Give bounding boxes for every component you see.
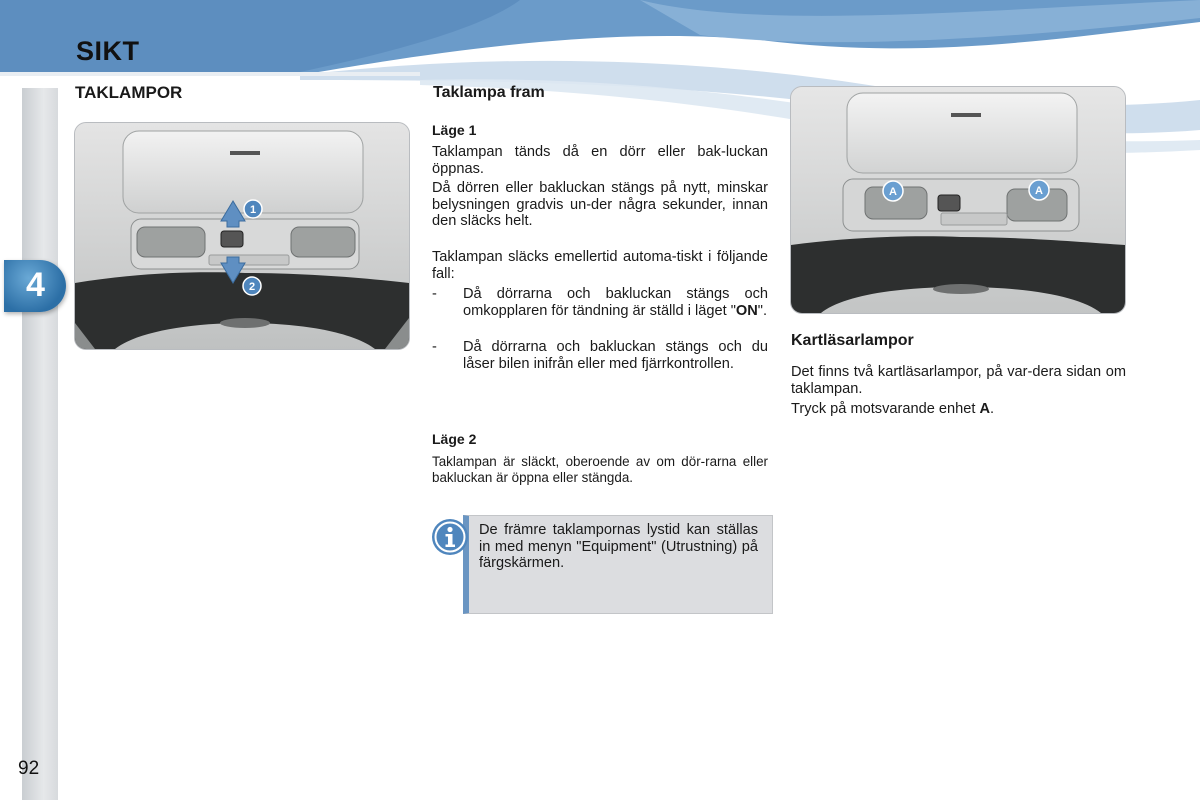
side-strip [22,88,58,800]
section-heading-taklampor: TAKLAMPOR [75,83,183,102]
map-lamp-paragraph-1: Det finns två kartläsarlampor, på var-dera sidan om taklampan. [791,364,1126,397]
section-heading-kartlasarlampor: Kartläsarlampor [791,332,914,349]
bullet-dash: - [432,286,437,302]
mode2-title: Läge 2 [432,431,477,447]
section-heading-taklampa-fram: Taklampa fram [433,84,545,101]
mode1-paragraph-2: Då dörren eller bakluckan stängs på nytt, minskar belysningen gradvis un-der några sekunder, innan den släcks helt. [432,180,768,230]
page-title: SIKT [76,36,140,66]
mode1-paragraph-1: Taklampan tänds då en dörr eller bak-luckan öppnas. [432,144,768,177]
map-lamp-photo [790,86,1126,314]
ceiling-lamp-illustration [75,123,409,349]
bullet-text-1: Då dörrarna och bakluckan stängs och omkopplaren för tändning är ställd i läget "ON". [463,286,768,319]
page-number: 92 [18,758,40,779]
mode1-paragraph-3: Taklampan släcks emellertid automa-tiskt i följande fall: [432,249,768,282]
map-lamp-paragraph-2: Tryck på motsvarande enhet A. [791,401,995,417]
info-text: De främre taklampornas lystid kan ställas in med menyn "Equipment" (Utrustning) på färgskärmen. [479,522,758,572]
bullet-text-2: Då dörrarna och bakluckan stängs och du låser bilen inifrån eller med fjärrkontrollen. [463,339,768,372]
photo-label-1: 1 [249,204,257,216]
unit-a-bold: A [979,401,991,417]
info-icon [431,518,469,556]
photo-label-a-right: A [1035,185,1043,197]
mode1-title: Läge 1 [432,122,477,138]
chapter-number: 4 [26,266,45,304]
photo-label-2: 2 [248,281,256,293]
chapter-tab[interactable] [4,260,66,312]
mode2-text: Taklampan är släckt, oberoende av om dör-rarna eller bakluckan är öppna eller stängda. [432,454,768,485]
photo-label-a-left: A [889,186,897,198]
ceiling-lamp-photo [74,122,410,350]
map-lamp-illustration [791,87,1125,313]
bullet-dash: - [432,339,437,355]
bullet-bold-on: ON [735,302,758,319]
